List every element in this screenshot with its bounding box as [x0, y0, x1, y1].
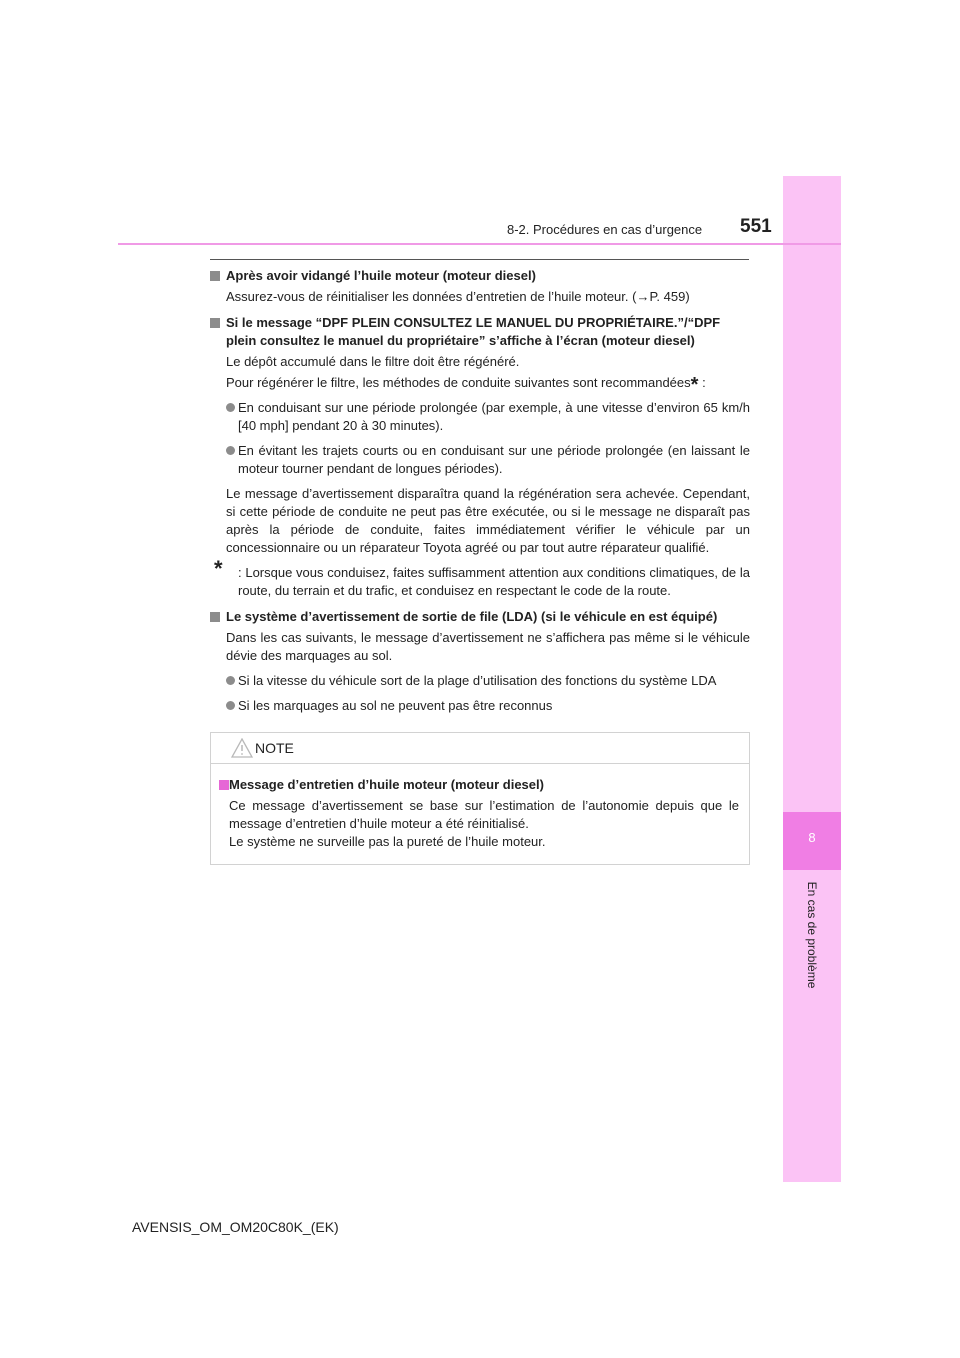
note-header [211, 733, 749, 764]
section-heading [210, 608, 750, 626]
paragraph: Dans les cas suivants, le message d’avertissement ne s’affichera pas même si le véhicule dévie des marquages au sol. [226, 630, 750, 663]
section-label: 8-2. Procédures en cas d’urgence [507, 222, 703, 237]
square-bullet-icon [210, 612, 220, 622]
main-content [210, 267, 750, 715]
square-bullet-icon [219, 780, 229, 790]
side-tab-strip [783, 176, 841, 1182]
content-rule [210, 259, 749, 260]
footnote-star: * [690, 374, 699, 396]
list-item-text: Si les marquages au sol ne peuvent pas être reconnus [238, 698, 553, 713]
paragraph-text: Pour régénérer le filtre, les méthodes de conduite suivantes sont recommandées [226, 375, 691, 390]
section-heading [210, 267, 750, 285]
warning-triangle-icon [231, 738, 253, 758]
side-tab-label: En cas de problème [805, 881, 819, 989]
section-heading-text: Si le message “DPF PLEIN CONSULTEZ LE MANUEL DU PROPRIÉTAIRE.”/“DPF plein consultez le manuel du propriétaire” s’affiche à l’écran (moteur diesel) [226, 315, 721, 348]
list-item [210, 399, 750, 435]
note-title: NOTE [255, 740, 294, 756]
paragraph-text-end: : [698, 375, 706, 390]
list-item-text: En conduisant sur une période prolongée (par exemple, à une vitesse d’environ 65 km/h [40 mph] pendant 20 à 30 minutes). [238, 400, 750, 433]
list-item [210, 697, 750, 715]
paragraph: Le message d’avertissement disparaîtra quand la régénération sera achevée. Cependant, si cette période de conduite ne peut pas être exécutée, ou si le message ne disparaît pas après la période de conduite, faites immédiatement vérifier le véhicule par un concessionnaire ou un réparateur Toyota agréé ou par tout autre réparateur qualifié. [226, 486, 750, 555]
note-heading-text: Message d’entretien d’huile moteur (moteur diesel) [229, 777, 544, 792]
list-item [210, 672, 750, 690]
footnote-star: * [214, 556, 223, 581]
paragraph: Le dépôt accumulé dans le filtre doit être régénéré. [226, 354, 520, 369]
note-body [211, 764, 749, 851]
section-heading-text: Le système d’avertissement de sortie de file (LDA) (si le véhicule en est équipé) [226, 609, 718, 624]
section-heading-text: Après avoir vidangé l’huile moteur (moteur diesel) [226, 268, 536, 283]
round-bullet-icon [226, 701, 235, 710]
paragraph [210, 374, 750, 396]
list-item-text: Si la vitesse du véhicule sort de la plage d’utilisation des fonctions du système LDA [238, 673, 717, 688]
round-bullet-icon [226, 403, 235, 412]
header-rule [118, 243, 841, 245]
round-bullet-icon [226, 446, 235, 455]
square-bullet-icon [210, 271, 220, 281]
section-heading [210, 314, 750, 350]
footnote-text: : Lorsque vous conduisez, faites suffisamment attention aux conditions climatiques, de la route, du terrain et du trafic, et conduisez en respectant le code de la route. [238, 565, 750, 598]
footer-code: AVENSIS_OM_OM20C80K_(EK) [132, 1219, 339, 1235]
list-item [210, 442, 750, 478]
note-box [210, 732, 750, 865]
square-bullet-icon [210, 318, 220, 328]
page-number: 551 [740, 216, 772, 237]
list-item-text: En évitant les trajets courts ou en conduisant sur une période prolongée (en laissant le moteur tourner pendant de longues périodes). [238, 443, 750, 476]
note-paragraph: Ce message d’avertissement se base sur l’estimation de l’autonomie depuis que le message d’entretien d’huile moteur a été réinitialisé. [229, 798, 739, 831]
round-bullet-icon [226, 676, 235, 685]
note-paragraph: Le système ne surveille pas la pureté de l’huile moteur. [229, 834, 546, 849]
paragraph: Assurez-vous de réinitialiser les données d’entretien de l’huile moteur. (→P. 459) [226, 289, 690, 304]
footnote [210, 556, 750, 600]
note-heading [211, 776, 739, 794]
side-tab-number: 8 [808, 830, 816, 845]
